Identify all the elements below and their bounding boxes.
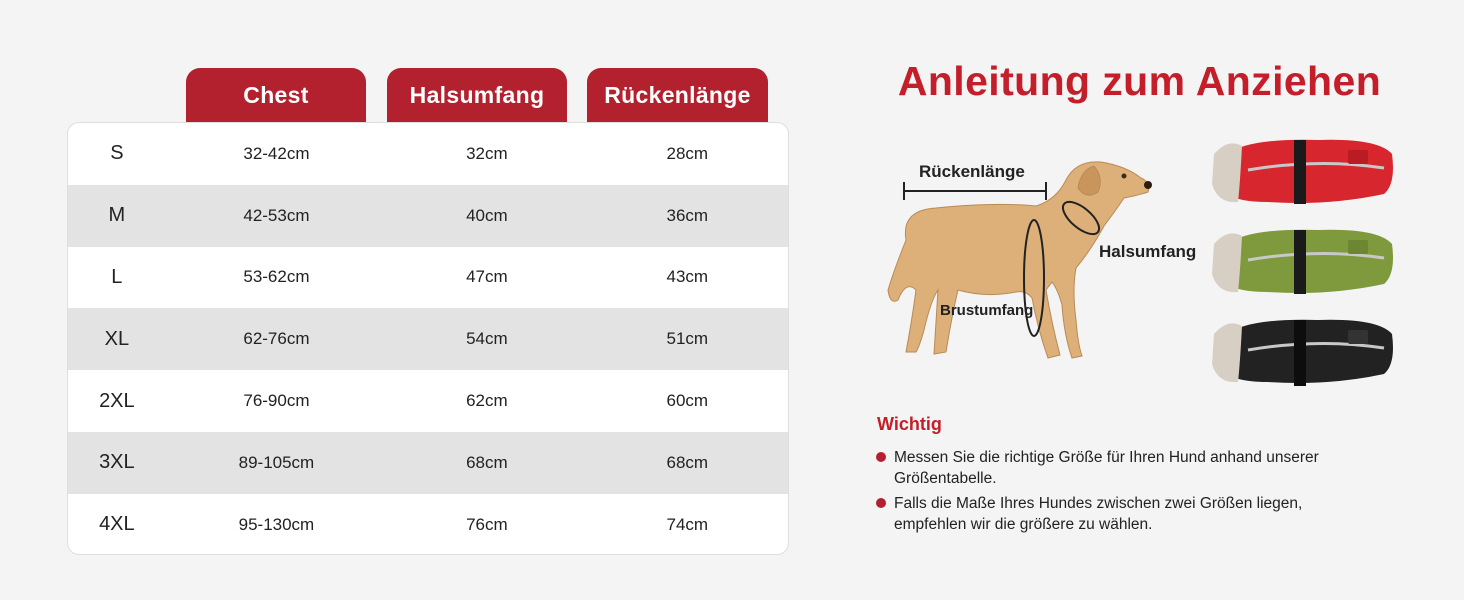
back-cell: 28cm [666, 143, 709, 163]
size-cell: XL [104, 327, 130, 350]
neck-cell: 32cm [466, 143, 508, 163]
guide-title: Anleitung zum Anziehen [897, 58, 1382, 104]
size-table [67, 122, 789, 555]
dog-eye-icon [1122, 174, 1127, 179]
size-cell: S [110, 142, 124, 165]
list-item [876, 493, 1356, 535]
chest-cell: 42-53cm [243, 205, 310, 225]
size-cell: 4XL [99, 513, 135, 536]
green-coat-image [1208, 224, 1398, 300]
back-cell: 60cm [666, 391, 709, 411]
label-chest: Brustumfang [940, 302, 1034, 319]
note-text: Messen Sie die richtige Größe für Ihren Hund anhand unserer Größentabelle. [894, 449, 1319, 487]
back-cell: 43cm [666, 267, 709, 287]
red-coat-image [1208, 134, 1398, 210]
black-coat-image [1208, 314, 1398, 392]
chest-cell: 53-62cm [243, 267, 310, 287]
bullet-icon [876, 498, 886, 508]
dog-nose-icon [1144, 181, 1152, 189]
table-row [68, 432, 788, 494]
neck-cell: 47cm [466, 267, 508, 287]
size-cell: L [111, 265, 123, 288]
back-cell: 51cm [666, 329, 709, 349]
header-chest: Chest [186, 68, 366, 122]
table-row [68, 308, 788, 370]
table-row [68, 185, 788, 247]
table-row [68, 123, 788, 185]
header-halsumfang: Halsumfang [387, 68, 567, 122]
chest-cell: 32-42cm [243, 143, 310, 163]
back-cell: 68cm [666, 452, 709, 472]
size-cell: 2XL [99, 389, 135, 412]
chest-cell: 95-130cm [238, 514, 315, 534]
neck-cell: 68cm [466, 452, 508, 472]
table-row [68, 370, 788, 432]
size-cell: 3XL [99, 451, 135, 474]
back-cell: 36cm [666, 205, 709, 225]
header-rueckenlaenge: Rückenlänge [587, 68, 768, 122]
table-row [68, 247, 788, 309]
table-row [68, 494, 788, 555]
neck-cell: 76cm [466, 514, 508, 534]
label-neck: Halsumfang [1099, 242, 1197, 261]
neck-cell: 54cm [466, 329, 508, 349]
important-notes [876, 447, 1356, 539]
neck-cell: 62cm [466, 391, 508, 411]
size-cell: M [108, 204, 126, 227]
list-item [876, 447, 1356, 489]
back-cell: 74cm [666, 514, 709, 534]
chest-cell: 62-76cm [243, 329, 310, 349]
note-text: Falls die Maße Ihres Hundes zwischen zwei Größen liegen, empfehlen wir die größere zu wählen. [894, 495, 1303, 533]
bullet-icon [876, 452, 886, 462]
chest-cell: 89-105cm [238, 452, 315, 472]
important-heading: Wichtig [877, 414, 942, 434]
back-length-line [904, 182, 1046, 200]
neck-cell: 40cm [466, 205, 508, 225]
chest-cell: 76-90cm [243, 391, 310, 411]
label-back-length: Rückenlänge [919, 162, 1025, 181]
